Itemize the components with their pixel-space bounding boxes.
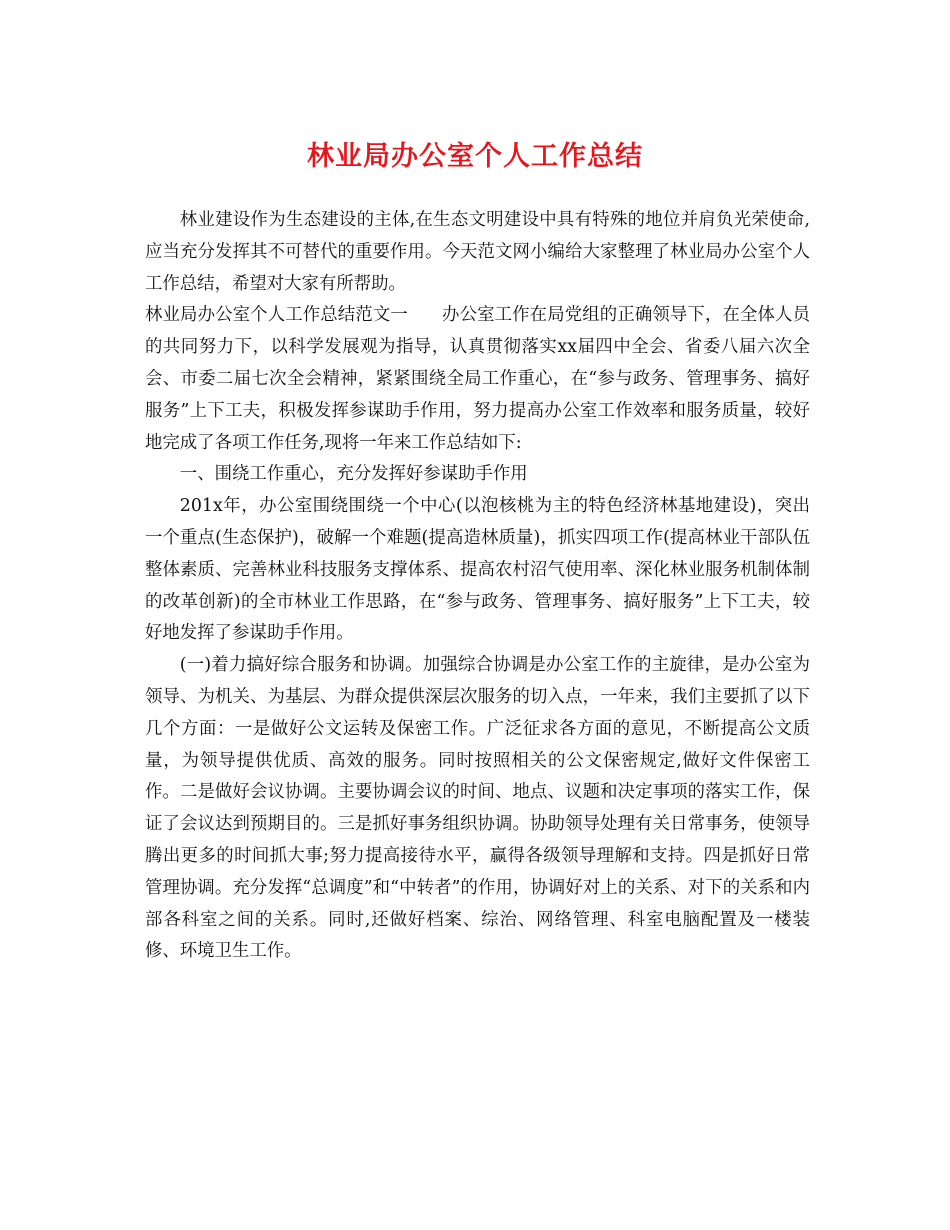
section-heading: 一、围绕工作重心，充分发挥好参谋助手作用 <box>179 464 528 485</box>
sample-paragraph <box>145 300 810 459</box>
subsection-paragraph: (一)着力搞好综合服务和协调。加强综合协调是办公室工作的主旋律，是办公室为领导、为机关、为基层、为群众提供深层次服务的切入点，一年来，我们主要抓了以下几个方面：一是做好公文运转及保密工作。广泛征求各方面的意见，不断提高公文质量，为领导提供优质、高效的服务。同时按照相关的公文保密规定,做好文件保密工作。二是做好会议协调。主要协调会议的时间、地点、议题和决定事项的落实工作，保证了会议达到预期目的。三是抓好事务组织协调。协助领导处理有关日常事务，使领导腾出更多的时间抓大事;努力提高接待水平，赢得各级领导理解和支持。四是抓好日常管理协调。充分发挥“总调度”和“中转者”的作用，协调好对上的关系、对下的关系和内部各科室之间的关系。同时,还做好档案、综治、网络管理、科室电脑配置及一楼装修、环境卫生工作。 <box>145 655 810 962</box>
sample-heading: 林业局办公室个人工作总结范文一 <box>145 305 408 326</box>
intro-paragraph: 林业建设作为生态建设的主体,在生态文明建设中具有特殊的地位并肩负光荣使命,应当充分发挥其不可替代的重要作用。今天范文网小编给大家整理了林业局办公室个人工作总结，希望对大家有所帮助。 <box>145 210 810 294</box>
document-title: 林业局办公室个人工作总结 <box>307 141 643 172</box>
document-body <box>145 205 810 968</box>
sample-body: 办公室工作在局党组的正确领导下，在全体人员的共同努力下，以科学发展观为指导，认真贯彻落实xx届四中全会、省委八届六次全会、市委二届七次全会精神，紧紧围绕全局工作重心，在“参与政务、管理事务、搞好服务”上下工夫，积极发挥参谋助手作用，努力提高办公室工作效率和服务质量，较好地完成了各项工作任务,现将一年来工作总结如下: <box>145 305 810 453</box>
year-work-paragraph: 201x年，办公室围绕围绕一个中心(以泡核桃为主的特色经济林基地建设)，突出一个重点(生态保护)，破解一个难题(提高造林质量)，抓实四项工作(提高林业干部队伍整体素质、完善林业科技服务支撑体系、提高农村沼气使用率、深化林业服务机制体制的改革创新)的全市林业工作思路，在“参与政务、管理事务、搞好服务”上下工夫，较好地发挥了参谋助手作用。 <box>145 496 810 644</box>
